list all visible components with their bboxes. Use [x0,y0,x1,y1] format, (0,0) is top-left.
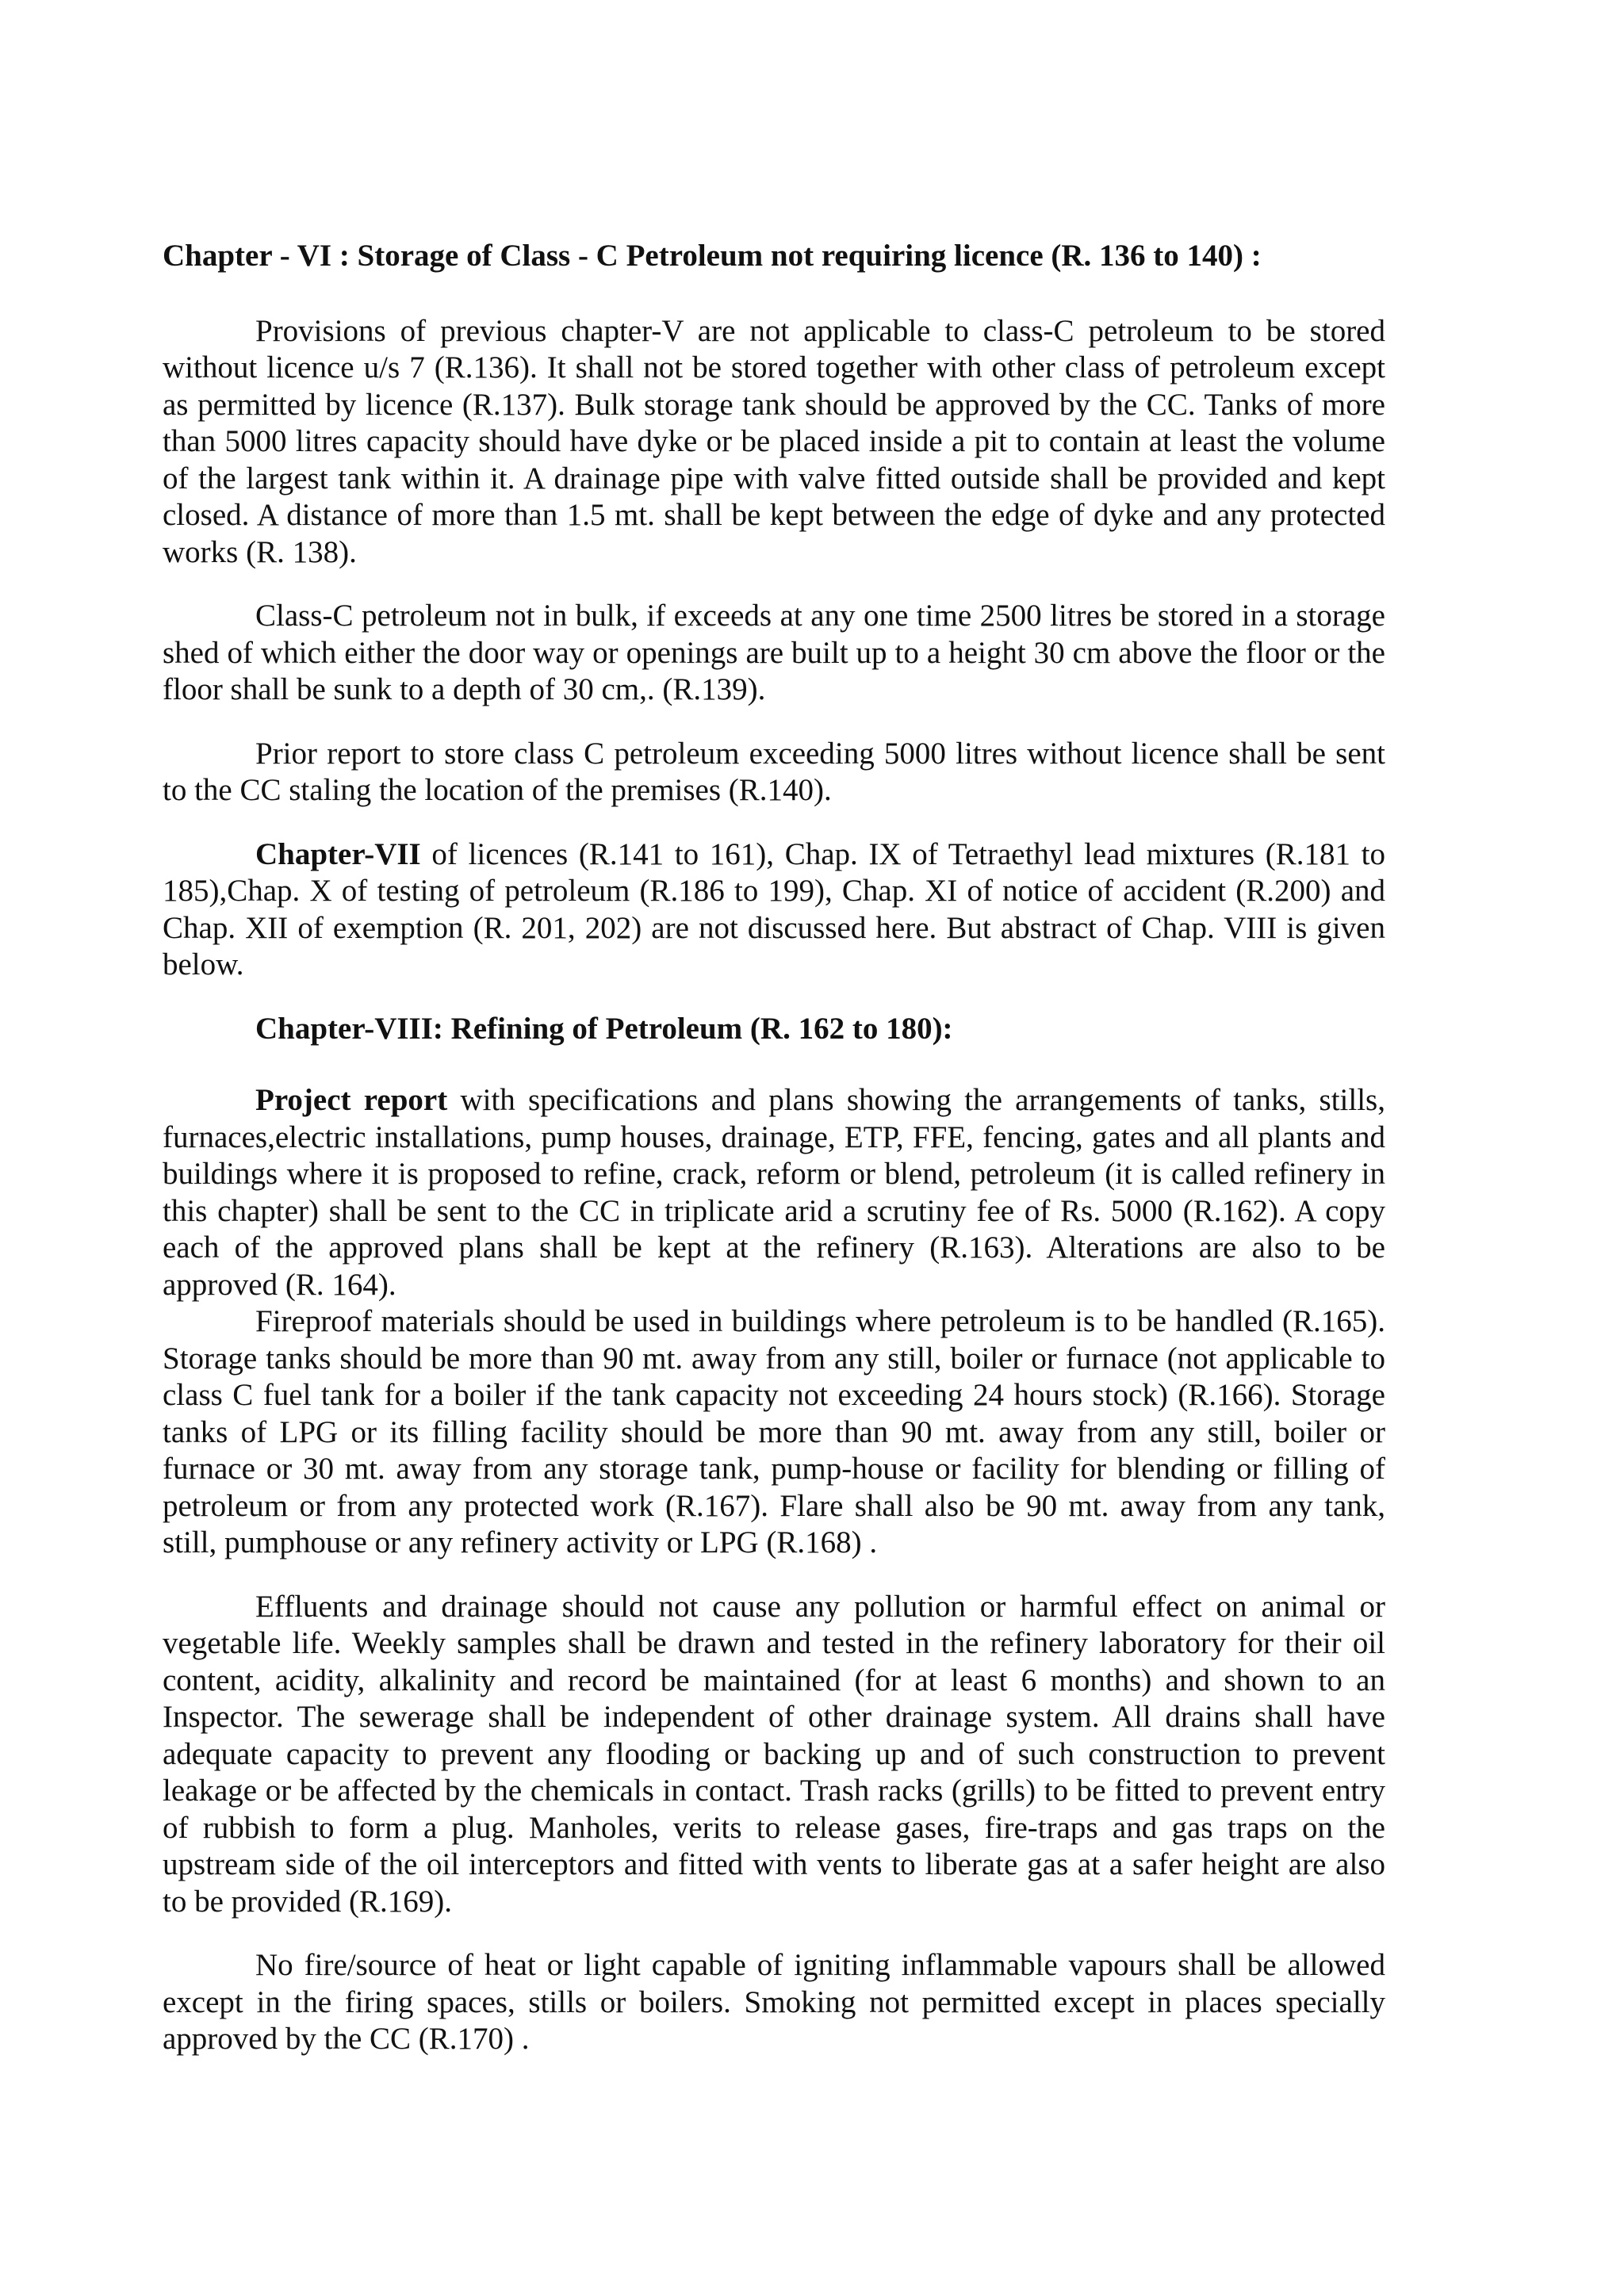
document-page [163,238,1385,2085]
paragraph-other-chapters [163,836,1385,984]
paragraph-fireproof: Fireproof materials should be used in buildings where petroleum is to be handled (R.165). Storage tanks should be more than 90 mt. away from any still, boiler or furnace (not applicable to class C fuel tank for a boiler if the tank capacity not exceeding 24 hours stock) (R.166). Storage tanks of LPG or its filling facility should be more than 90 mt. away from any still, boiler or furnace or 30 mt. away from any storage tank, pump-house or facility for blending or filling of petroleum or from any protected work (R.167). Flare shall also be 90 mt. away from any tank, still, pumphouse or any refinery activity or LPG (R.168) . [163,1304,1385,1559]
paragraph-not-in-bulk: Class-C petroleum not in bulk, if exceeds at any one time 2500 litres be stored in a storage shed of which either the door way or openings are built up to a height 30 cm above the floor or the floor shall be sunk to a depth of 30 cm,. (R.139). [163,599,1385,706]
paragraph-effluents: Effluents and drainage should not cause any pollution or harmful effect on animal or vegetable life. Weekly samples shall be drawn and tested in the refinery laboratory for their oil content, acidity, alkalinity and record be maintained (for at least 6 months) and shown to an Inspector. The sewerage shall be independent of other drainage system. All drains shall have adequate capacity to prevent any flooding or backing up and of such construction to prevent leakage or be affected by the chemicals in contact. Trash racks (grills) to be fitted to prevent entry of rubbish to form a plug. Manholes, verits to release gases, fire-traps and gas traps on the upstream side of the oil interceptors and fitted with vents to liberate gas at a safer height are also to be provided (R.169). [163,1589,1385,1919]
sub-heading-refining: Chapter-VIII: Refining of Petroleum (R. 162 to 180): [255,1011,953,1046]
project-report-text: with specifications and plans showing the arrangements of tanks, stills, furnaces,electric installations, pump houses, drainage, ETP, FFE, fencing, gates and all plants and buildings where it is proposed to refine, crack, reform or blend, petroleum (it is called refinery in this chapter) shall be sent to the CC in triplicate arid a scrutiny fee of Rs. 5000 (R.162). A copy each of the approved plans shall be kept at the refinery (R.163). Alterations are also to be approved (R. 164). [163,1083,1385,1302]
paragraph-prior-report: Prior report to store class C petroleum exceeding 5000 litres without licence shall be sent to the CC staling the location of the premises (R.140). [163,736,1385,807]
chapter-vii-lead: Chapter-VII [255,836,421,871]
chapter-heading: Chapter - VI : Storage of Class - C Petroleum not requiring licence (R. 136 to 140) : [163,239,1262,273]
other-chapters-text: of licences (R.141 to 161), Chap. IX of Tetraethyl lead mixtures (R.181 to 185),Chap. X of testing of petroleum (R.186 to 199), Chap. XI of notice of accident (R.200) and Chap. XII of exemption (R. 201, 202) are not discussed here. But abstract of Chap. VIII is given below. [163,836,1385,982]
paragraph-storage-provisions: Provisions of previous chapter-V are not applicable to class-C petroleum to be stored without licence u/s 7 (R.136). It shall not be stored together with other class of petroleum except as permitted by licence (R.137). Bulk storage tank should be approved by the CC. Tanks of more than 5000 litres capacity should have dyke or be placed inside a pit to contain at least the volume of the largest tank within it. A drainage pipe with valve fitted outside shall be provided and kept closed. A distance of more than 1.5 mt. shall be kept between the edge of dyke and any protected works (R. 138). [163,313,1385,569]
paragraph-project-report [163,1082,1385,1303]
project-report-lead: Project report [255,1083,448,1117]
paragraph-no-fire: No fire/source of heat or light capable of igniting inflammable vapours shall be allowed except in the firing spaces, stills or boilers. Smoking not permitted except in places specially approved by the CC (R.170) . [163,1948,1385,2056]
